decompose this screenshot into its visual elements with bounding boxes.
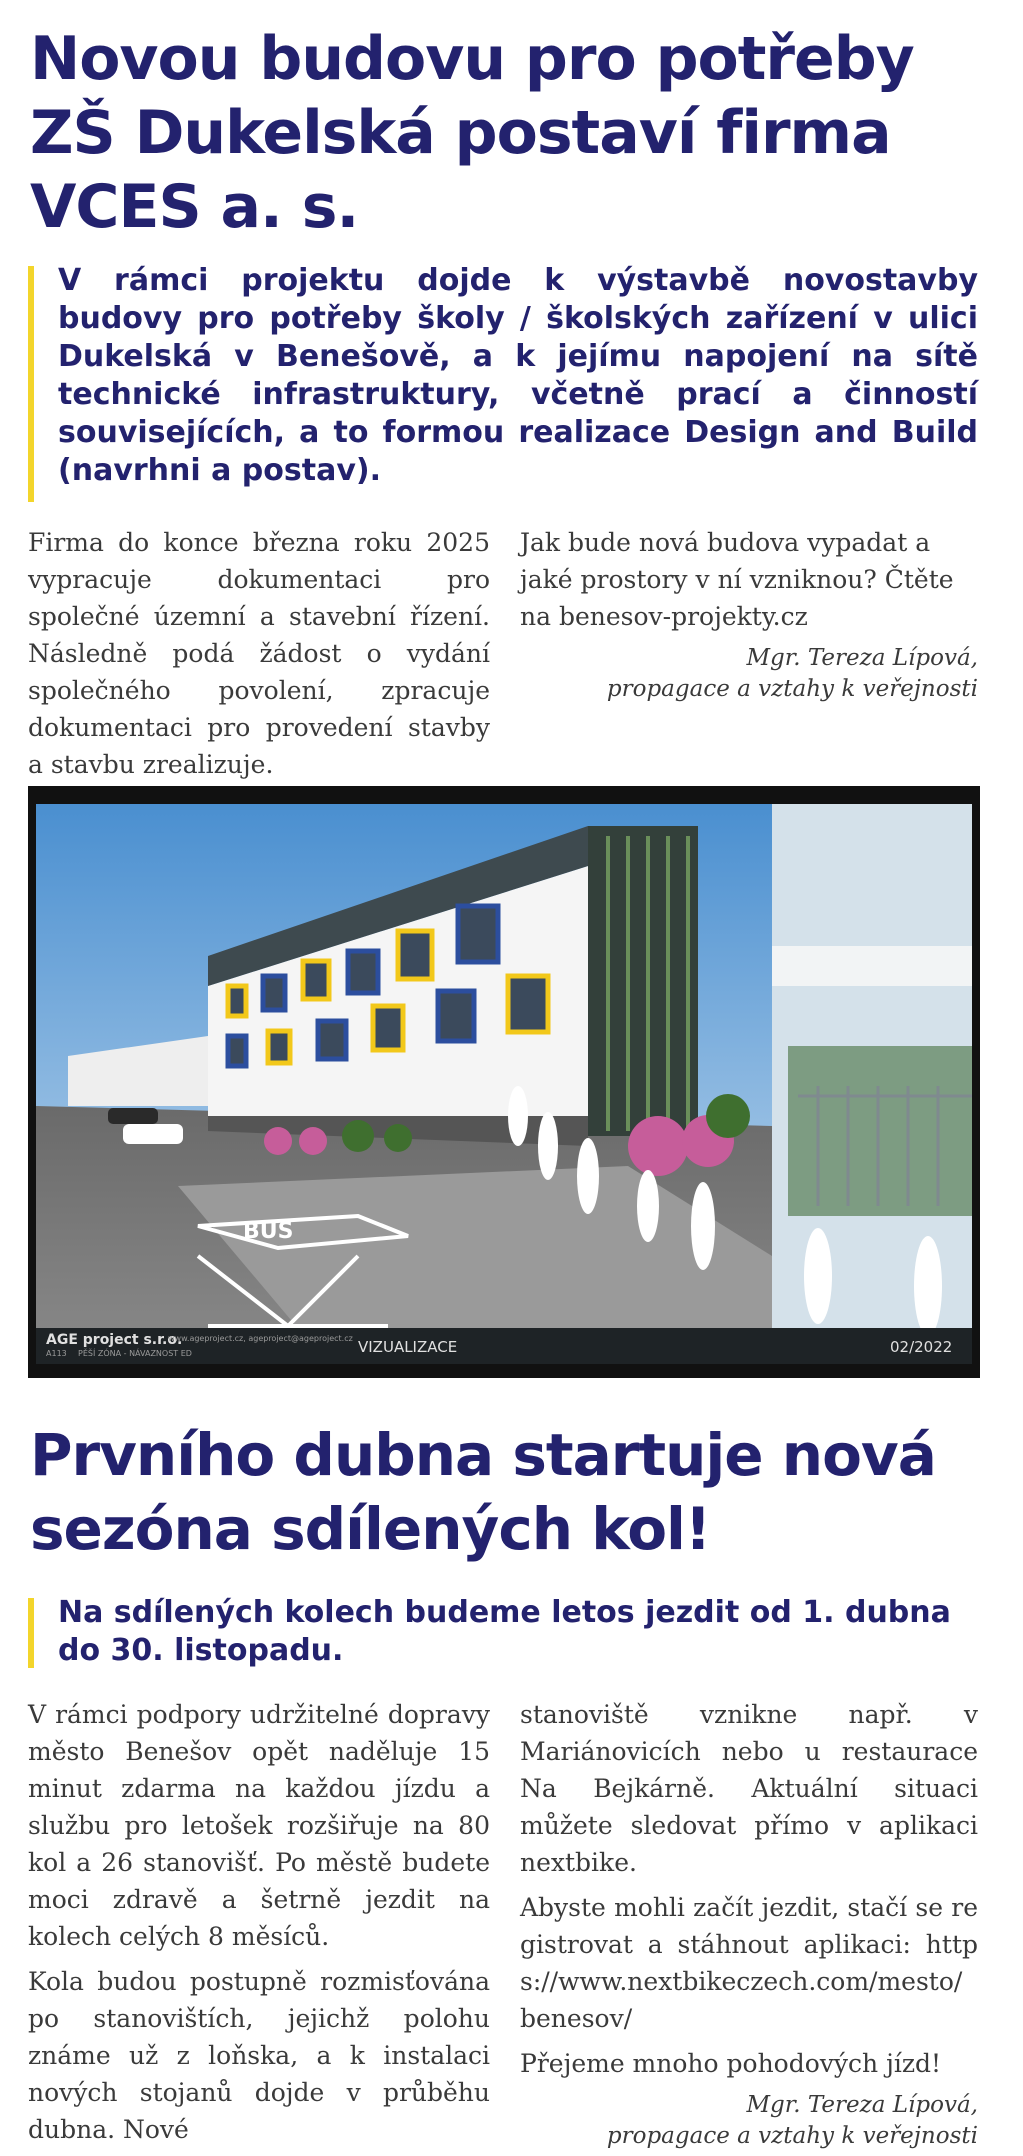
article1-author: Mgr. Tereza Lípová, xyxy=(746,645,978,671)
visualization-illustration xyxy=(28,786,980,1378)
article2-column-left xyxy=(28,1696,490,2156)
article2-body-left-p2: Kola budou postupně rozmisťována po stanovištích, jejichž polohu známe už z loňska, a k instalaci nových stojanů dojde v průběhu dubna. Nové xyxy=(28,1967,490,2144)
article1-body-right: Jak bude nová budova vypadat a jaké prostory v ní vzniknou? Čtěte na benesov-projekty.cz xyxy=(520,528,954,631)
article1-body-left: Firma do konce března roku 2025 vypracuje dokumentaci pro společné územní a stavební řízení. Následně podá žádost o vydání společného povolení, zpracuje dokumentaci pro provedení stavby a stavbu zrealizuje. xyxy=(28,528,490,779)
article1-lead: V rámci projektu dojde k výstavbě novostavby budovy pro potřeby školy / školských zařízení v ulici Dukelská v Benešově, a k jejímu napojení na sítě technické infrastruktury, včetně prací a činností souvisejících, a to formou realizace Design and Build (navrhni a postav). xyxy=(58,263,978,488)
article2-body-right-p2: Abyste mohli začít jezdit, stačí se registrovat a stáhnout aplikaci: https://www.nextbikeczech.com/mesto/benesov/ xyxy=(520,1893,978,2033)
article1-column-right xyxy=(520,524,978,705)
article2-body-right-p1: stanoviště vznikne např. v Mariánovicích nebo u restaurace Na Bejkárně. Aktuální situaci můžete sledovat přímo v aplikaci nextbike. xyxy=(520,1700,978,1877)
article2-column-right xyxy=(520,1696,978,2152)
visualization-label: VIZUALIZACE xyxy=(358,1338,458,1356)
article1-author-role: propagace a vztahy k veřejnosti xyxy=(606,676,978,702)
visualization-date: 02/2022 xyxy=(890,1338,953,1356)
article2-author: Mgr. Tereza Lípová, xyxy=(746,2092,978,2118)
article2-body-left-p1: V rámci podpory udržitelné dopravy město Benešov opět naděluje 15 minut zdarma na každou jízdu a službu pro letošek rozšiřuje na 80 kol a 26 stanovišť. Po městě budete moci zdravě a šetrně jezdit na kolech celých 8 měsíců. xyxy=(28,1700,490,1951)
article2-body-right-p3: Přejeme mnoho pohodových jízd! xyxy=(520,2049,942,2078)
article2-title: Prvního dubna startuje nová sezóna sdílených kol! xyxy=(30,1421,936,1563)
article1-title: Novou budovu pro potřeby ZŠ Dukelská postaví firma VCES a. s. xyxy=(30,24,914,242)
drawing-code: A113 xyxy=(46,1349,67,1358)
bus-marking-text: BUS xyxy=(243,1219,294,1244)
article1-column-left xyxy=(28,524,490,791)
architect-contact: www.ageproject.cz, ageproject@ageproject.cz xyxy=(168,1334,353,1343)
article2-author-role: propagace a vztahy k veřejnosti xyxy=(606,2123,978,2149)
article1-signature xyxy=(520,643,978,705)
article2-signature xyxy=(520,2090,978,2152)
building-visualization xyxy=(28,786,980,1378)
drawing-description: PĚŠÍ ZÓNA - NÁVAZNOST ED xyxy=(78,1349,192,1358)
article2-lead-accent-bar xyxy=(28,1598,34,1668)
article2-lead: Na sdílených kolech budeme letos jezdit od 1. dubna do 30. listopadu. xyxy=(58,1595,951,1668)
architect-logo: AGE project s.r.o. xyxy=(46,1332,183,1348)
article1-lead-accent-bar xyxy=(28,266,34,502)
